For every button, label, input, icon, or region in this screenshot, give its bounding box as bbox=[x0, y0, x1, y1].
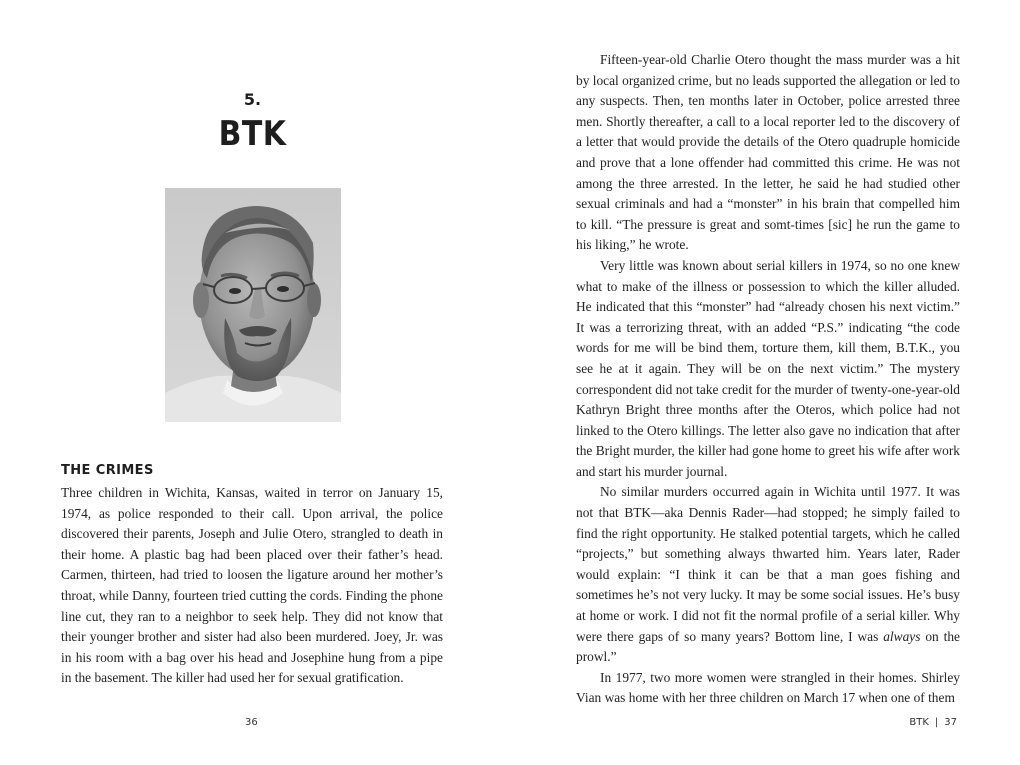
paragraph-text: No similar murders occurred again in Wichita until 1977. It was not that BTK—aka Dennis Rader—had stopped; he simply failed to find the right opportunity. He stalked potential targets, which he called “projects,” but something always thwarted him. Years later, Rader would explain: “I think it can be that a man goes fishing and sometimes he’s not very lucky. It may be some social issues. He’s busy at home or work. I did not fit the normal profile of a serial killer. Why were there gaps of so many years? Bottom line, I was bbox=[576, 484, 960, 644]
running-footer-right bbox=[909, 717, 957, 728]
right-body-text bbox=[576, 50, 960, 709]
paragraph: Very little was known about serial killers in 1974, so no one knew what to make of the illness or possession to which the killer alluded. He indicated that this “monster” had “already chosen his next victim.” It was a terrorizing threat, with an added “P.S.” indicating “the code words for me will be bind them, torture them, kill them, B.T.K., you see he at it again. They will be on the next victim.” The mystery correspondent did not take credit for the murder of twenty-one-year-old Kathryn Bright three months after the Oteros, which police had not linked to the Otero killings. The letter also gave no indication that after the Bright murder, the killer had gone home to greet his wife after work and start his murder journal. bbox=[576, 257, 960, 479]
left-body-text bbox=[61, 483, 443, 689]
separator: | bbox=[934, 717, 939, 728]
paragraph bbox=[576, 482, 960, 667]
chapter-title: BTK bbox=[218, 114, 287, 154]
chapter-number: 5. bbox=[243, 90, 262, 109]
portrait-photo-image bbox=[165, 188, 341, 422]
page-number-right: 37 bbox=[944, 717, 957, 728]
paragraph: Fifteen-year-old Charlie Otero thought the mass murder was a hit by local organized crime, but no leads supported the allegation or led to any suspects. Then, ten months later in October, police arrested three men. Shortly thereafter, a call to a local reporter led to the discovery of a letter that would provide the details of the Otero quadruple homicide and prove that a lone offender had committed this crime. He was not among the three arrested. In the letter, he said he had studied other sexual criminals and had a “monster” in his brain that compelled him to kill. “The pressure is great and somt-times [sic] he run the game to his liking,” he wrote. bbox=[576, 52, 960, 253]
running-head: BTK bbox=[909, 717, 929, 728]
emphasis-text: always bbox=[883, 628, 921, 644]
portrait-photo bbox=[165, 188, 341, 422]
page-number-left: 36 bbox=[245, 717, 258, 728]
paragraph: Three children in Wichita, Kansas, waited in terror on January 15, 1974, as police responded to their call. Upon arrival, the police discovered their parents, Joseph and Julie Otero, strangled to death in their home. A plastic bag had been placed over their father’s head. Carmen, thirteen, had tried to loosen the ligature around her mother’s throat, while Danny, fourteen tried cutting the cords. Finding the phone line cut, they ran to a neighbor to seek help. They did not know that their younger brother and sister had also been murdered. Joey, Jr. was in his room with a bag over his head and Josephine hung from a pipe in the basement. The killer had used her for sexual gratification. bbox=[61, 485, 443, 686]
paragraph: In 1977, two more women were strangled in their homes. Shirley Vian was home with her three children on March 17 when one of them bbox=[576, 669, 960, 706]
right-page bbox=[510, 0, 1020, 765]
section-heading: THE CRIMES bbox=[61, 463, 154, 478]
paragraph-text: on the prowl.” bbox=[576, 628, 960, 665]
